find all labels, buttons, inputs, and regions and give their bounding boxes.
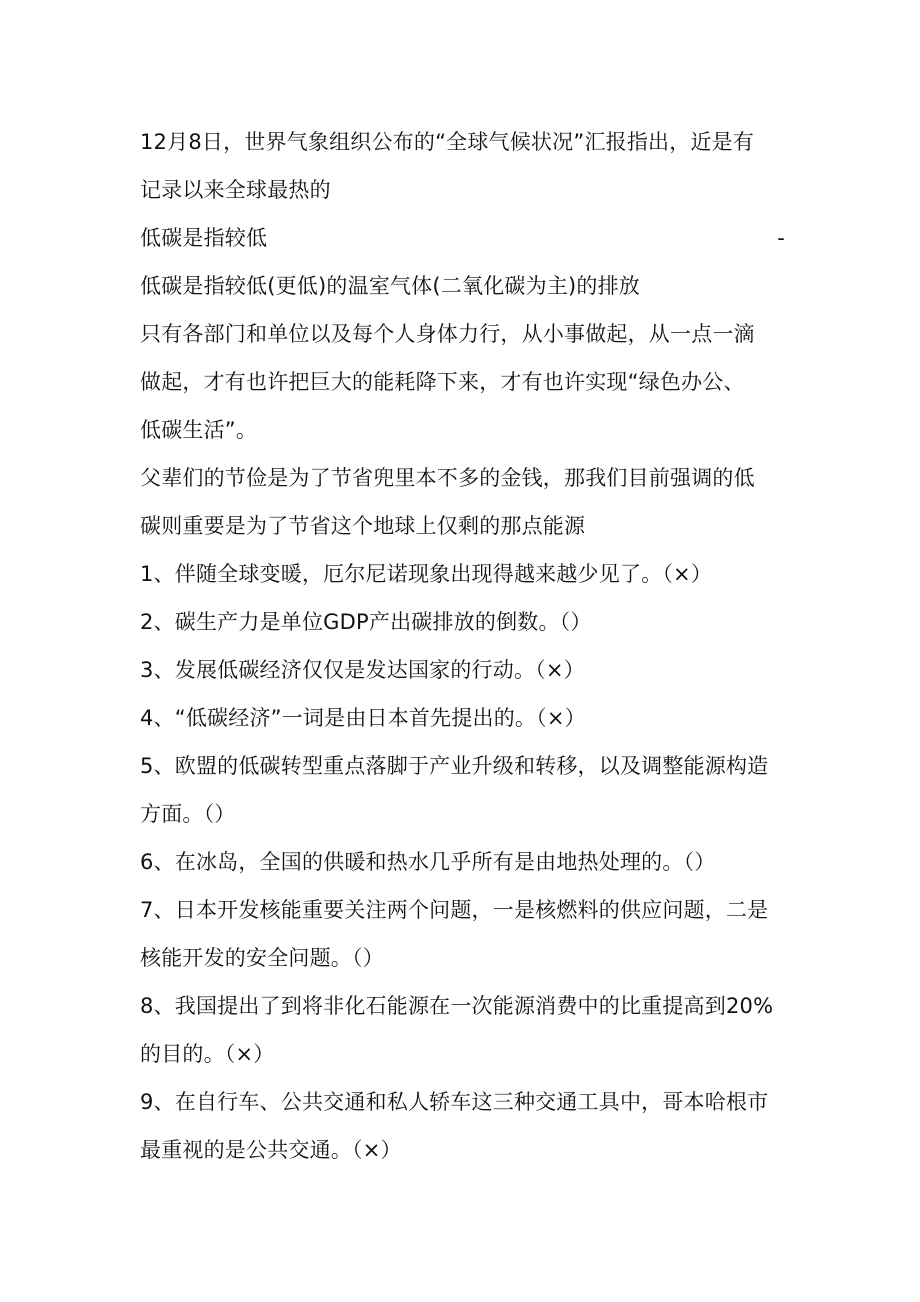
question-5-line2: 方面。（） xyxy=(140,802,236,826)
paragraph2-line2: 做起，才有也许把巨大的能耗降下来，才有也许实现“绿色办公、 xyxy=(140,370,745,394)
definition-line: 低碳是指较低(更低)的温室气体(二氧化碳为主)的排放 xyxy=(140,274,640,298)
short-line-text: 低碳是指较低 xyxy=(140,226,268,250)
question-6: 6、在冰岛，全国的供暖和热水几乎所有是由地热处理的。（） xyxy=(140,850,716,874)
dash-mark: - xyxy=(777,226,785,250)
question-5-line1: 5、欧盟的低碳转型重点落脚于产业升级和转移，以及调整能源构造 xyxy=(140,754,769,778)
paragraph1-line2: 记录以来全球最热的 xyxy=(140,178,331,202)
question-7-line2: 核能开发的安全问题。（） xyxy=(140,946,384,970)
paragraph3-line2: 碳则重要是为了节省这个地球上仅剩的那点能源 xyxy=(140,514,586,538)
question-9-line1: 9、在自行车、公共交通和私人轿车这三种交通工具中，哥本哈根市 xyxy=(140,1090,769,1114)
question-8-line1: 8、我国提出了到将非化石能源在一次能源消费中的比重提高到20% xyxy=(140,994,774,1018)
paragraph2-line1: 只有各部门和单位以及每个人身体力行，从小事做起，从一点一滴 xyxy=(140,322,755,346)
question-2: 2、碳生产力是单位GDP产出碳排放的倒数。（） xyxy=(140,610,592,634)
question-3: 3、发展低碳经济仅仅是发达国家的行动。（×） xyxy=(140,658,585,682)
question-9-line2: 最重视的是公共交通。（×） xyxy=(140,1138,402,1162)
short-line-row xyxy=(140,214,785,262)
question-1: 1、伴随全球变暖，厄尔尼诺现象出现得越来越少见了。（×） xyxy=(140,562,713,586)
paragraph1-line1: 12月8日，世界气象组织公布的“全球气候状况”汇报指出，近是有 xyxy=(140,130,755,154)
question-7-line1: 7、日本开发核能重要关注两个问题，一是核燃料的供应问题，二是 xyxy=(140,898,769,922)
document-body xyxy=(140,118,785,1174)
question-8-line2: 的目的。（×） xyxy=(140,1042,275,1066)
paragraph3-line1: 父辈们的节俭是为了节省兜里本不多的金钱，那我们目前强调的低 xyxy=(140,466,755,490)
question-4: 4、“低碳经济”一词是由日本首先提出的。（×） xyxy=(140,706,586,730)
paragraph2-line3: 低碳生活”。 xyxy=(140,418,258,442)
